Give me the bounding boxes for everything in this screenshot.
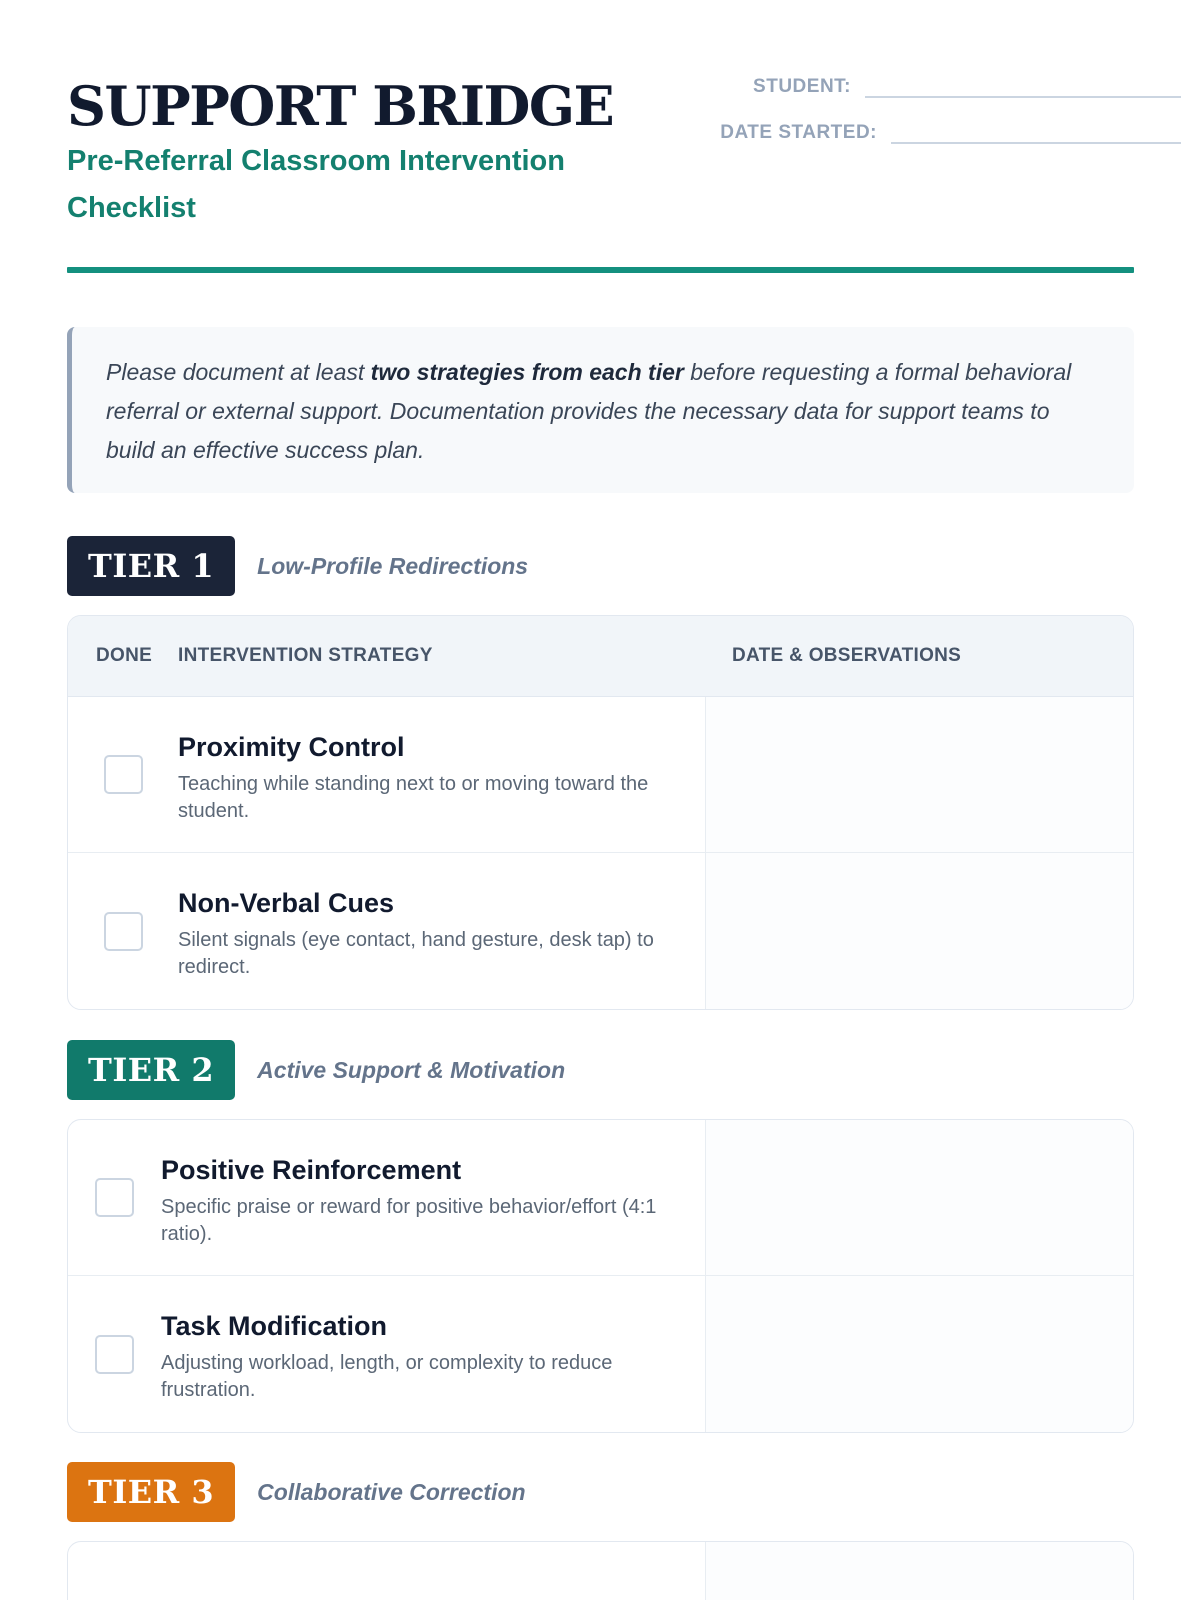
page-subtitle: Pre-Referral Classroom Intervention Checklist (67, 145, 565, 224)
done-checkbox[interactable] (104, 912, 143, 951)
table-header (68, 616, 1133, 697)
column-header-done: DONE (96, 645, 153, 666)
tier-3-table (67, 1541, 1134, 1600)
observations-cell[interactable] (705, 697, 1133, 852)
done-cell (68, 1276, 161, 1432)
column-header-observations: DATE & OBSERVATIONS (732, 645, 962, 666)
tier-1-heading (67, 536, 528, 596)
strategy-cell (178, 853, 705, 1009)
observations-cell[interactable] (705, 1276, 1133, 1432)
header-divider (67, 267, 1134, 273)
strategy-cell (161, 1120, 705, 1275)
tier-1-table (67, 615, 1134, 1010)
done-cell (68, 853, 178, 1009)
note-text-start: Please document at least (106, 359, 371, 385)
instruction-text (106, 353, 1100, 470)
strategy-title: Positive Reinforcement (161, 1155, 462, 1185)
strategy-title: Task Modification (161, 1311, 388, 1341)
table-row (68, 853, 1133, 1009)
instruction-note (67, 327, 1134, 493)
strategy-cell (178, 697, 705, 852)
tier-2-table (67, 1119, 1134, 1433)
page-title: SUPPORT BRIDGE (67, 74, 614, 138)
observations-cell[interactable] (705, 1120, 1133, 1275)
strategy-description: Specific praise or reward for positive behavior/effort (4:1 ratio). (161, 1196, 657, 1245)
tier-2-heading (67, 1040, 565, 1100)
table-row (68, 1542, 1133, 1600)
student-field[interactable] (697, 74, 1181, 100)
done-checkbox[interactable] (104, 755, 143, 794)
date-started-input-line[interactable] (891, 142, 1181, 144)
table-row (68, 1120, 1133, 1276)
strategy-cell (161, 1276, 705, 1432)
note-emphasis: two strategies from each tier (370, 359, 684, 385)
done-cell (68, 697, 178, 852)
tier-3-badge: TIER 3 (67, 1462, 235, 1522)
note-text-end: before requesting a formal behavioral referral or external support. Documentation provides the necessary data for support teams to build an effective success plan. (106, 359, 1072, 463)
checklist-page (67, 0, 1134, 1600)
tier-1-description: Low-Profile Redirections (257, 552, 529, 579)
tier-2-badge: TIER 2 (67, 1040, 235, 1100)
tier-2-description: Active Support & Motivation (257, 1056, 566, 1083)
observations-cell[interactable] (705, 1542, 1133, 1600)
observations-cell[interactable] (705, 853, 1133, 1009)
strategy-cell (68, 1542, 705, 1600)
table-row (68, 1276, 1133, 1432)
strategy-description: Adjusting workload, length, or complexity to reduce frustration. (161, 1352, 613, 1401)
done-checkbox[interactable] (95, 1335, 134, 1374)
tier-3-heading (67, 1462, 526, 1522)
strategy-description: Teaching while standing next to or moving toward the student. (178, 773, 649, 822)
student-input-line[interactable] (865, 96, 1181, 98)
date-started-field[interactable] (697, 120, 1181, 146)
tier-3-description: Collaborative Correction (257, 1478, 526, 1505)
strategy-title: Proximity Control (178, 732, 405, 762)
done-checkbox[interactable] (95, 1178, 134, 1217)
tier-1-badge: TIER 1 (67, 536, 235, 596)
table-row (68, 697, 1133, 853)
strategy-description: Silent signals (eye contact, hand gesture, desk tap) to redirect. (178, 929, 654, 978)
column-header-strategy: INTERVENTION STRATEGY (178, 645, 433, 666)
date-started-label: DATE STARTED: (720, 122, 877, 143)
student-label: STUDENT: (753, 76, 851, 97)
strategy-title: Non-Verbal Cues (178, 888, 395, 918)
page-header (67, 62, 1134, 222)
done-cell (68, 1120, 161, 1275)
